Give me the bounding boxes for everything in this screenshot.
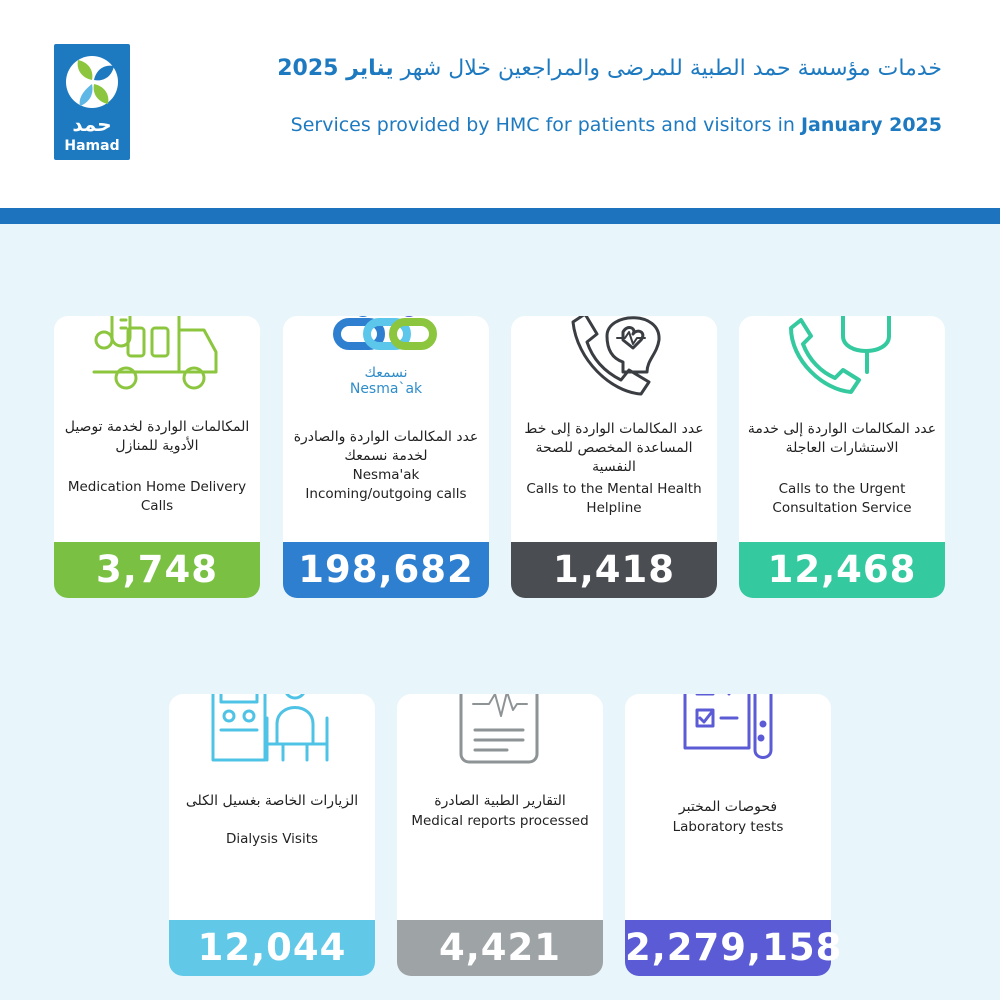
- card-label-english: Medical reports processed: [411, 813, 589, 829]
- title-english-text: Services provided by HMC for patients and visitors in: [290, 114, 795, 136]
- stat-card-medical-reports: [397, 694, 603, 976]
- nesmaak-logo-arabic: نسمعك: [364, 365, 408, 381]
- card-label-arabic: عدد المكالمات الواردة إلى خط المساعدة المخصص للصحة النفسية: [524, 421, 704, 475]
- stat-card-lab-tests: [625, 694, 843, 976]
- card-label-arabic: الزيارات الخاصة بغسيل الكلى: [185, 793, 359, 809]
- card-label-english: Medication Home Delivery Calls: [67, 479, 247, 514]
- card-label-arabic: فحوصات المختبر: [678, 799, 778, 815]
- card-label-english: Dialysis Visits: [225, 831, 319, 847]
- title-arabic-month: يناير 2025: [277, 56, 394, 81]
- card-value: 4,421: [397, 920, 603, 976]
- card-label-english: Calls to the Mental Health Helpline: [526, 481, 702, 516]
- card-value: 198,682: [283, 542, 489, 598]
- leaf-logo-icon: [64, 52, 120, 112]
- stat-card-mental-health: [511, 316, 717, 598]
- card-label-english: Nesma'ak Incoming/outgoing calls: [305, 467, 467, 502]
- card-label-arabic: التقارير الطبية الصادرة: [434, 793, 566, 809]
- card-label-english: Calls to the Urgent Consultation Service: [772, 481, 912, 516]
- card-value: 2,279,158: [625, 920, 831, 976]
- header: [0, 0, 1000, 210]
- stat-card-urgent-consultation: [739, 316, 945, 598]
- stethoscope-phone-icon: [739, 316, 945, 426]
- lab-test-icon: [625, 694, 831, 804]
- title-arabic: [277, 56, 942, 81]
- card-label-arabic: عدد المكالمات الواردة والصادرة لخدمة نسمعك: [293, 429, 479, 464]
- medical-report-icon: [397, 694, 603, 804]
- hamad-logo: [54, 44, 130, 160]
- delivery-truck-icon: [54, 316, 260, 426]
- header-divider-bar: [0, 208, 1000, 224]
- stat-card-nesmaak: [283, 316, 489, 598]
- mental-health-phone-icon: [511, 316, 717, 426]
- logo-arabic-text: حمد: [72, 112, 112, 136]
- title-english-month: January 2025: [800, 114, 942, 136]
- card-value: 1,418: [511, 542, 717, 598]
- card-label-arabic: المكالمات الواردة لخدمة توصيل الأدوية للمنازل: [64, 419, 250, 454]
- dialysis-machine-icon: [169, 694, 375, 804]
- card-label-arabic: عدد المكالمات الواردة إلى خدمة الاستشارات العاجلة: [747, 421, 937, 456]
- card-value: 12,468: [739, 542, 945, 598]
- stat-card-dialysis: [169, 694, 375, 976]
- title-arabic-text: خدمات مؤسسة حمد الطبية للمرضى والمراجعين خلال شهر: [400, 56, 942, 81]
- nesmaak-logo-english: Nesma`ak: [349, 381, 423, 397]
- title-english: [291, 114, 942, 136]
- stat-card-medication-delivery: [54, 316, 260, 598]
- logo-english-text: Hamad: [64, 138, 120, 154]
- card-value: 3,748: [54, 542, 260, 598]
- card-label-english: Laboratory tests: [672, 819, 784, 835]
- card-value: 12,044: [169, 920, 375, 976]
